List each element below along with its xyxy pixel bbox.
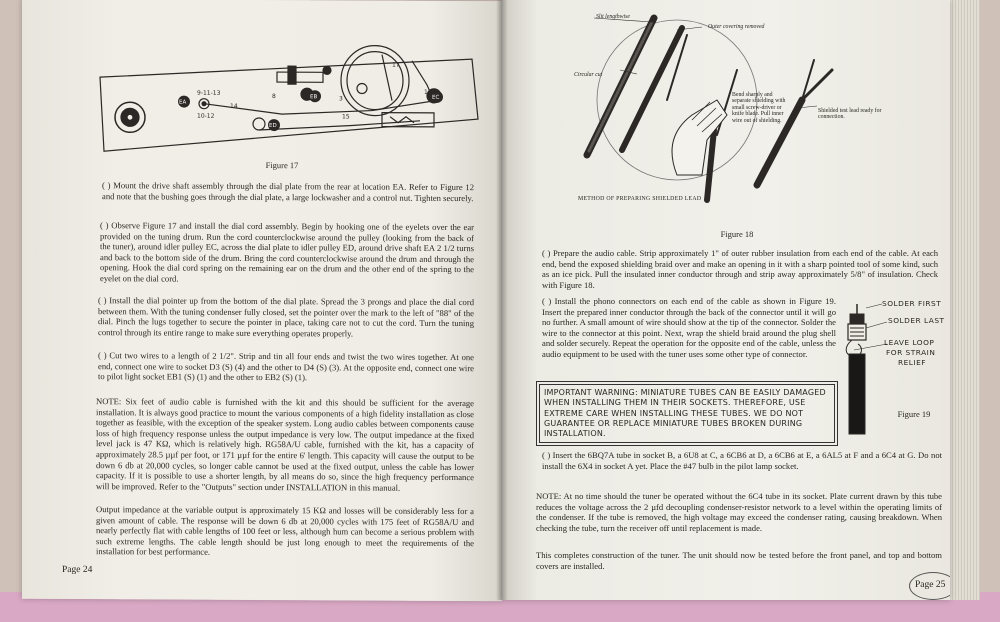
label-15: 15 xyxy=(342,113,350,121)
label-pulley-top: 9-11-13 xyxy=(197,89,221,97)
figure-17-dial-drawing xyxy=(22,0,502,161)
figure-19-caption: Figure 19 xyxy=(897,409,931,419)
note-output-impedance: Output impedance at the variable output is approximately 15 KΩ and losses will be considerably less for a given amount of cable. The response will be down 6 db at 20,000 cycles with 175 feet of RG58A/U and nearly perfectly flat with cable lengths of 100 feet or less, although hum can become a serious problem with such extreme lengths. The cable length should be just long enough to meet the requirements of the installation for best performance. xyxy=(96,504,474,558)
label-3: 3 xyxy=(339,95,343,103)
step-cut-two-wires: ( ) Cut two wires to a length of 2 1/2". Strip and tin all four ends and twist the two wires together. At one end, connect one wire to socket D3 (S) (4) and the other to D4 (S) (3). At the opposite end, connect one wire to pilot light socket EB1 (S) (1) and the other to EB2 (S) (1). xyxy=(98,350,474,383)
label-solder-last: SOLDER LAST xyxy=(888,316,945,325)
figure-17-caption: Figure 17 xyxy=(265,160,299,171)
left-page xyxy=(22,0,502,601)
page-stack-edge xyxy=(950,0,980,600)
label-slit-lengthwise: Slit lengthwise xyxy=(596,14,630,20)
page-number-24: Page 24 xyxy=(62,564,93,576)
step-prepare-audio-cable: ( ) Prepare the audio cable. Strip approximately 1" of outer rubber insulation from each end of the cable. At each end, bend the exposed shielding braid over and make an opening in it with a sharp pointed tool of some kind, such as an ice pick. Pull the insulated inner conductor through and strip away approximately 5/8" of insulation. Check with Figure 18. xyxy=(542,248,938,290)
label-eb: EB xyxy=(310,94,318,101)
label-14: 14 xyxy=(230,102,238,110)
label-16: 16 xyxy=(424,88,432,96)
step-install-dial-cord: ( ) Observe Figure 17 and install the dial cord assembly. Begin by hooking one of the eyelets over the ear provided on the tuning drum. Run the cord counterclockwise around the pulley (looking from the back of the tuner), around idler pulley EC, across the dial plate to idler pulley ED, around drive shaft EA 2 1/2 turns and back to the bottom side of the drum. Bring the cord counterclockwise around the drum and through the opening. Hook the dial cord spring on the remaining ear on the drum and the other end of the spring to the eyelet on the dial cord. xyxy=(100,220,474,284)
label-leave-loop: LEAVE LOOP xyxy=(884,338,935,347)
label-method-preparing: METHOD OF PREPARING SHIELDED LEAD xyxy=(578,196,702,202)
warning-miniature-tubes: IMPORTANT WARNING: MINIATURE TUBES CAN BE EASILY DAMAGED WHEN INSTALLING THEM IN THEIR SOCKETS. THEREFORE, USE EXTREME CARE WHEN INSTALLING THESE TUBES. WE DO NOT GUARANTEE OR REPLACE MINIATURE TUBES BROKEN DURING INSTALLATION. xyxy=(539,384,835,443)
label-8: 8 xyxy=(272,93,276,101)
label-relief: RELIEF xyxy=(898,358,927,367)
label-ed: ED xyxy=(269,123,277,130)
step-install-phono-connectors: ( ) Install the phono connectors on each end of the cable as shown in Figure 19. Insert the prepared inner conductor through the back of the connector until it will go no further. A small amount of wire should show at the tip of the connector. Solder the wire to the connector at this point. Next, wrap the shield braid around the plug shell and solder securely. Repeat the operation for the opposite end of the cable, unless the audio equipment to be used with the tuner uses some other type of connector. xyxy=(542,296,836,359)
label-bend-sharply: Bend sharply and separate shielding with small screw-driver or knife blade. Pull inner wire out of shielding. xyxy=(732,92,786,124)
label-ec: EC xyxy=(432,94,440,101)
label-solder-first: SOLDER FIRST xyxy=(882,299,942,308)
label-outer-covering: Outer covering removed xyxy=(708,24,765,30)
figure-18-caption: Figure 18 xyxy=(720,229,754,239)
step-insert-tubes: ( ) Insert the 6BQ7A tube in socket B, a 6U8 at C, a 6CB6 at D, a 6CB6 at E, a 6AL5 at F and a 6C4 at G. Do not install the 6X4 in socket A yet. Place the #47 bulb in the pilot lamp socket. xyxy=(542,450,942,471)
label-pulley-low: 10-12 xyxy=(197,112,215,120)
label-for-strain: FOR STRAIN xyxy=(886,348,936,357)
page-number-25: Page 25 xyxy=(915,580,946,590)
label-ea: EA xyxy=(179,99,187,106)
note-6c4-tube: NOTE: At no time should the tuner be operated without the 6C4 tube in its socket. Plate current drawn by this tube reduces the voltage across the 2 µfd decoupling condenser-resistor network to a level within the operating limits of the condenser. If the tube is removed, the high voltage may exceed the condenser rating, causing breakdown. When checking the tube, turn the receiver off until replacement is made. xyxy=(536,491,942,533)
closing-statement: This completes construction of the tuner. The unit should now be tested before the front panel, and top and bottom covers are installed. xyxy=(536,550,942,571)
book-gutter xyxy=(496,0,508,600)
label-17: 17 xyxy=(392,61,400,69)
note-audio-cable: NOTE: Six feet of audio cable is furnished with the kit and this should be sufficient for the average installation. It is always good practice to mount the various components of a high fidelity installation as close together as feasible, with the exception of the speaker system. Long audio cables between components cause loss of high frequency response unless the output impedance is very low. The output impedance at the fixed level jack is 47 KΩ, which is relatively high. RG58A/U cable, furnished with the kit, has a capacity of approximately 28.5 µµf per foot, or 171 µµf for the entire 6' length. This capacity will cause the output to be down 6 db at 20,000 cycles, so longer cable cannot be used at the fixed output, unless the cable has lower capacity. If it is possible to use a shorter length, by all means do so, since the high frequency performance will be improved. Refer to the "Outputs" section under INSTALLATION in this manual. xyxy=(96,396,474,493)
label-shielded-test-lead: Shielded test lead ready for connection. xyxy=(818,108,882,121)
label-circular-cut: Circular cut xyxy=(574,72,603,78)
step-install-dial-pointer: ( ) Install the dial pointer up from the bottom of the dial plate. Spread the 3 prongs and place the dial cord between them. With the tuning condenser fully closed, set the pointer over the mark to the left of "88" of the dial. Pinch the lugs together to secure the pointer in place, taking care not to cut the cord. Turn the tuning control through its entire range to make sure everything operates properly. xyxy=(98,295,474,339)
right-page xyxy=(502,0,950,600)
step-mount-drive-shaft: ( ) Mount the drive shaft assembly through the dial plate from the rear at location EA. Refer to Figure 12 and note that the bushing goes through the dial plate, a large lockwasher and a control nut. Tighten securely. xyxy=(102,180,474,203)
